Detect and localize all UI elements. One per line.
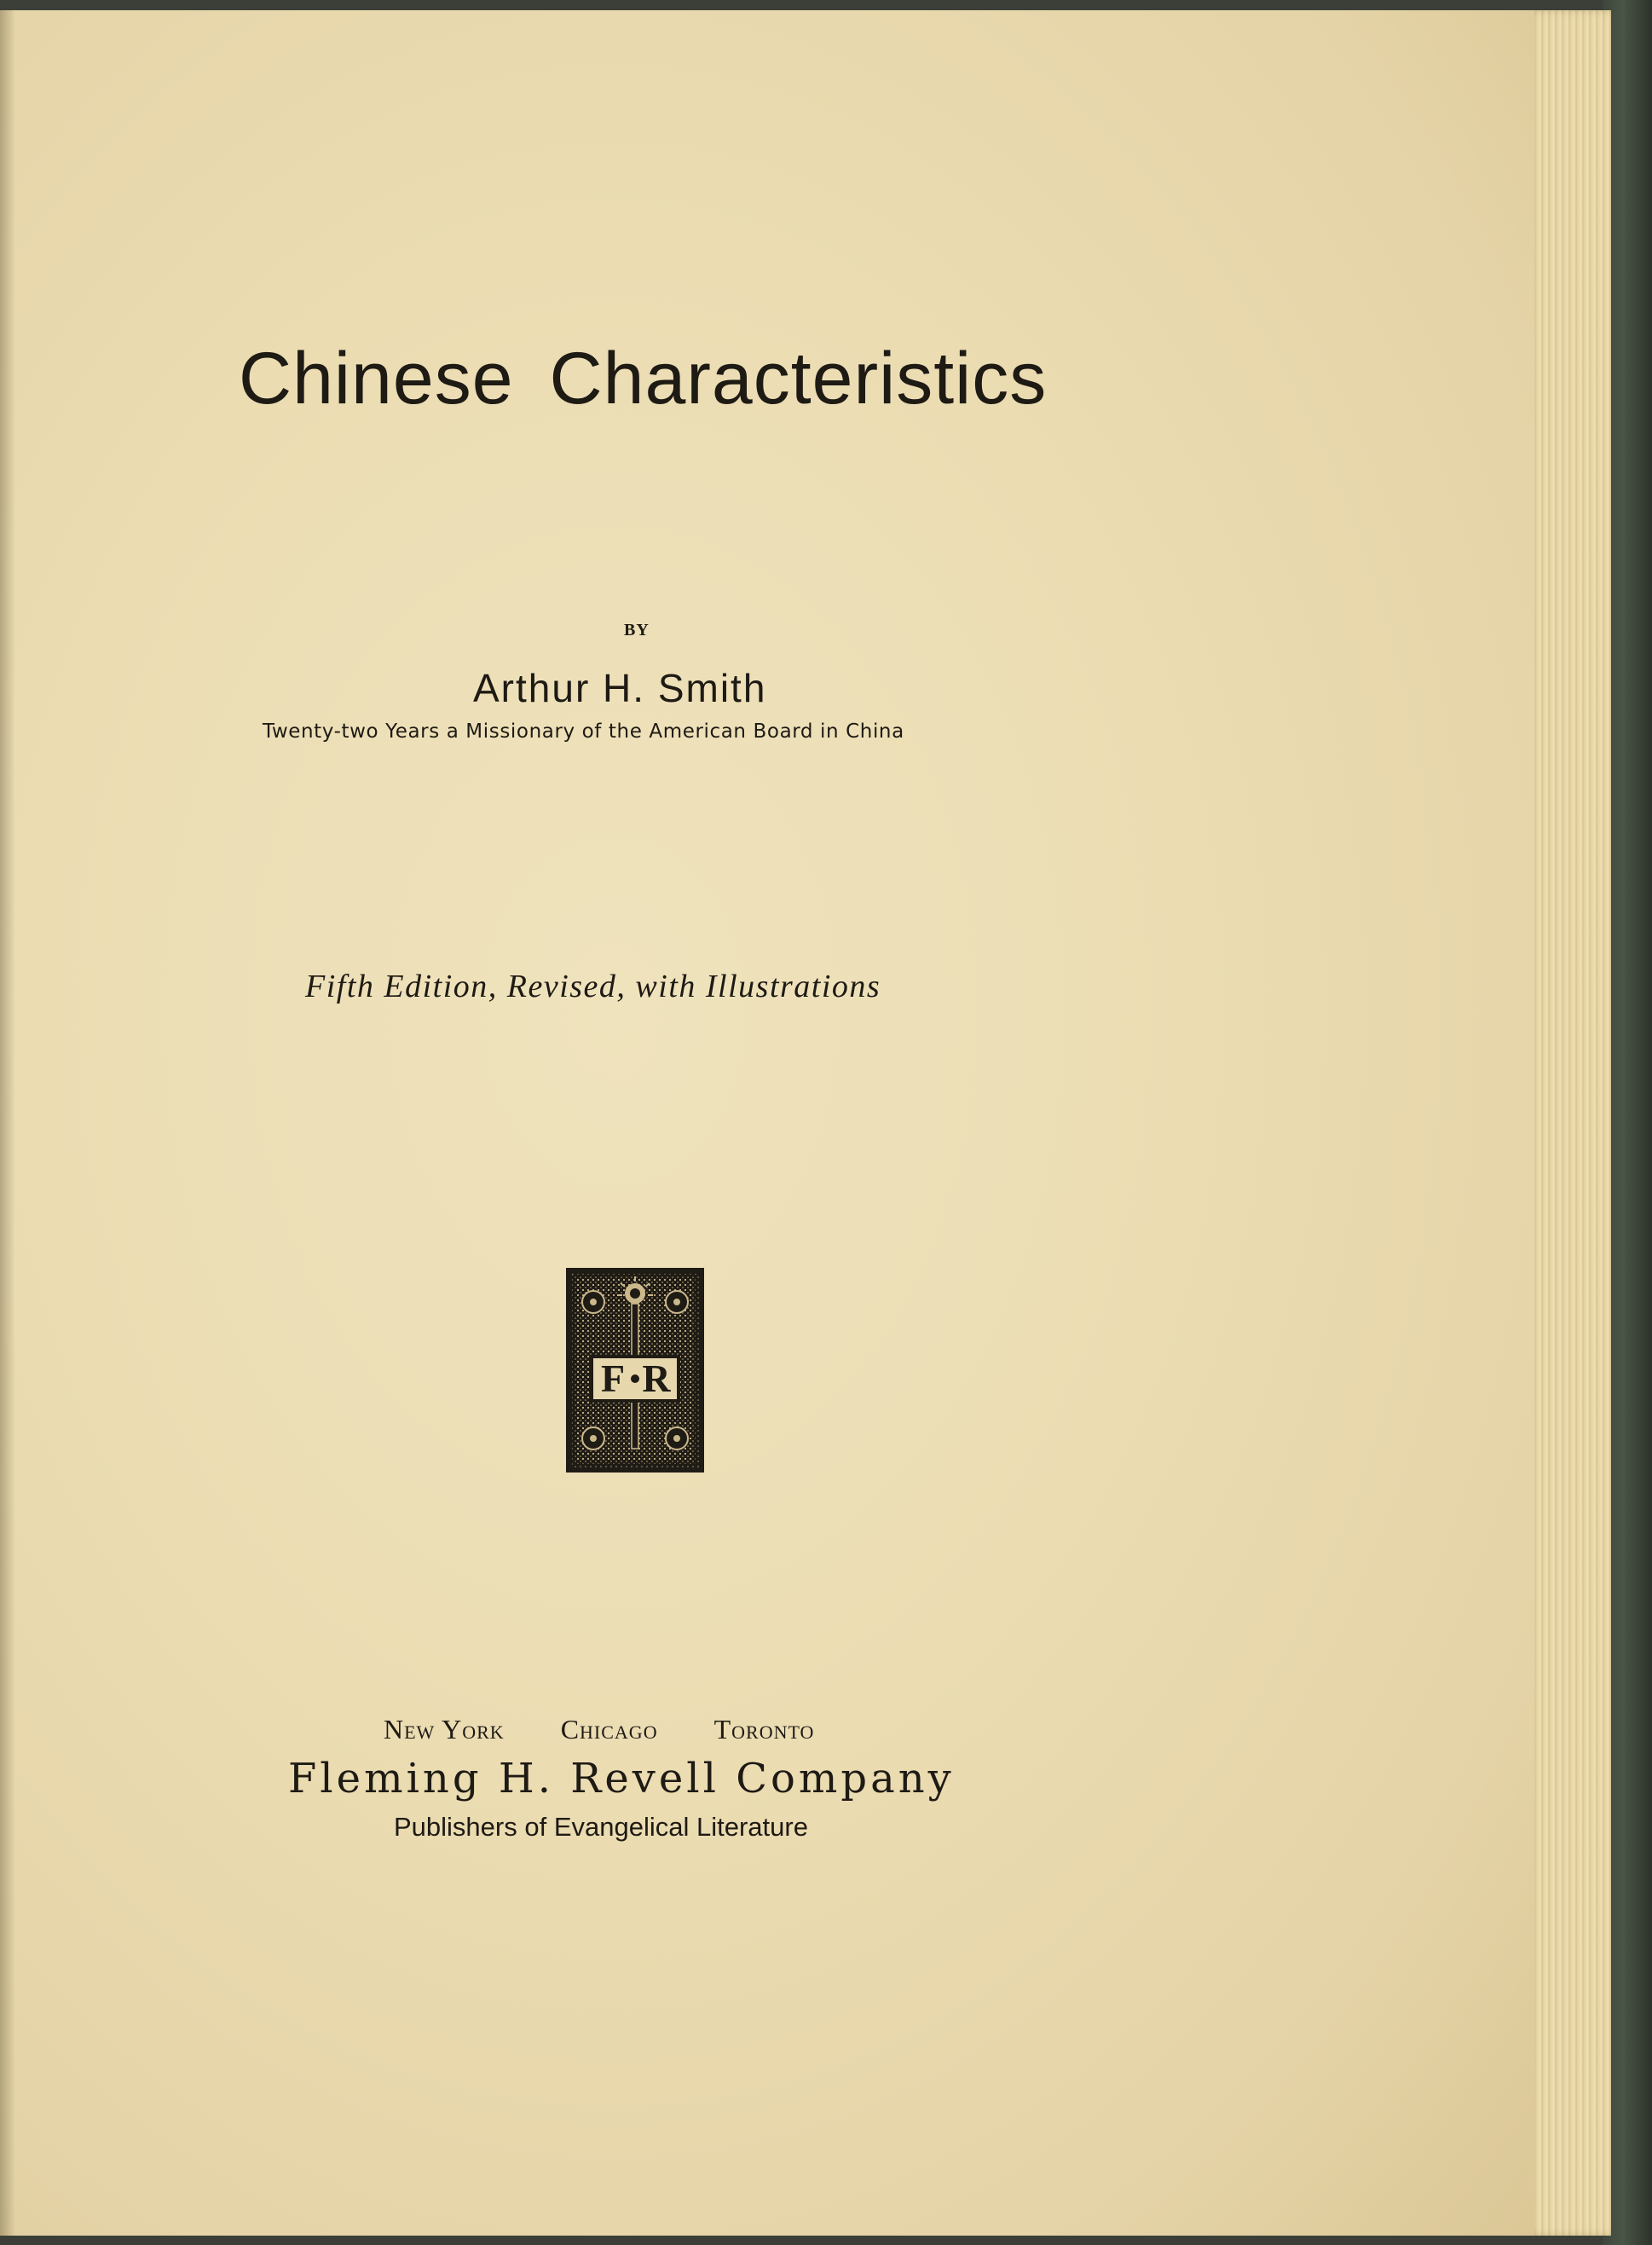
publisher-tagline: Publishers of Evangelical Literature [394,1812,808,1842]
fr-publisher-device-icon [566,1268,704,1473]
book-title [239,337,1047,421]
gutter-shadow [0,10,15,2236]
svg-text:F: F [600,1357,626,1400]
book-title-word-1: Chinese [239,338,514,419]
by-label: BY [624,621,650,639]
book-title-word-2: Characteristics [549,338,1048,419]
publisher-name: Fleming H. Revell Company [288,1755,955,1802]
svg-text:R: R [642,1357,671,1400]
imprint-city-chicago: Chicago [560,1714,658,1745]
imprint-city-toronto: Toronto [713,1714,815,1745]
edition-statement: Fifth Edition, Revised, with Illustrations [305,969,881,1004]
author-description: Twenty-two Years a Missionary of the American Board in China [263,720,904,743]
imprint-cities [384,1714,814,1745]
imprint-city-new-york: New York [384,1714,505,1745]
author-name: Arthur H. Smith [473,666,767,710]
